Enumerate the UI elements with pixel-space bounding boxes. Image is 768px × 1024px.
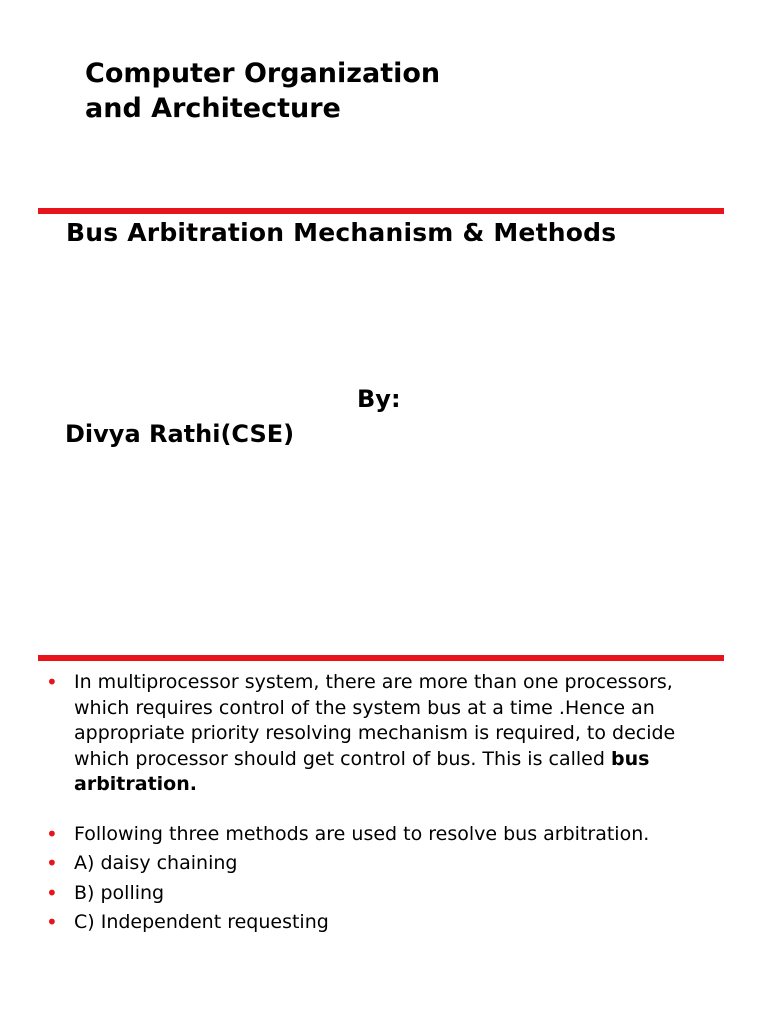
list-item	[46, 881, 726, 907]
intro-line-5	[74, 772, 726, 798]
list-item-text: Following three methods are used to resolve bus arbitration.	[74, 822, 650, 845]
bullet-icon: •	[46, 910, 58, 934]
bullet-list	[46, 670, 726, 940]
bullet-icon: •	[46, 670, 58, 694]
list-item-intro	[46, 670, 726, 798]
list-item	[46, 851, 726, 877]
list-item	[46, 822, 726, 848]
red-divider	[38, 208, 724, 214]
intro-line-1: In multiprocessor system, there are more than one processors,	[74, 671, 673, 693]
intro-line-3: appropriate priority resolving mechanism is required, to decide	[74, 722, 676, 744]
intro-bold-bus: bus	[610, 747, 650, 770]
intro-line-4-text: which processor should get control of bus. This is called	[74, 747, 611, 770]
intro-bold-arbitration: arbitration.	[74, 773, 197, 795]
by-label: By:	[357, 385, 401, 413]
intro-line-2: which requires control of the system bus at a time .Hence an	[74, 696, 655, 719]
course-title	[85, 56, 440, 126]
course-title-line-2: and Architecture	[85, 93, 341, 124]
intro-line-4	[74, 747, 726, 773]
bullet-icon: •	[46, 851, 58, 875]
red-divider	[38, 655, 724, 661]
slide-heading: Bus Arbitration Mechanism & Methods	[66, 218, 617, 247]
list-item-text: B) polling	[74, 881, 165, 904]
bullet-icon: •	[46, 880, 58, 905]
author-name: Divya Rathi(CSE)	[65, 420, 295, 448]
list-item	[46, 910, 726, 936]
course-title-line-1: Computer Organization	[85, 58, 441, 89]
list-item-text: A) daisy chaining	[74, 852, 238, 874]
bullet-icon: •	[46, 821, 58, 846]
list-item-text: C) Independent requesting	[74, 911, 329, 933]
content-slide	[0, 640, 768, 1024]
